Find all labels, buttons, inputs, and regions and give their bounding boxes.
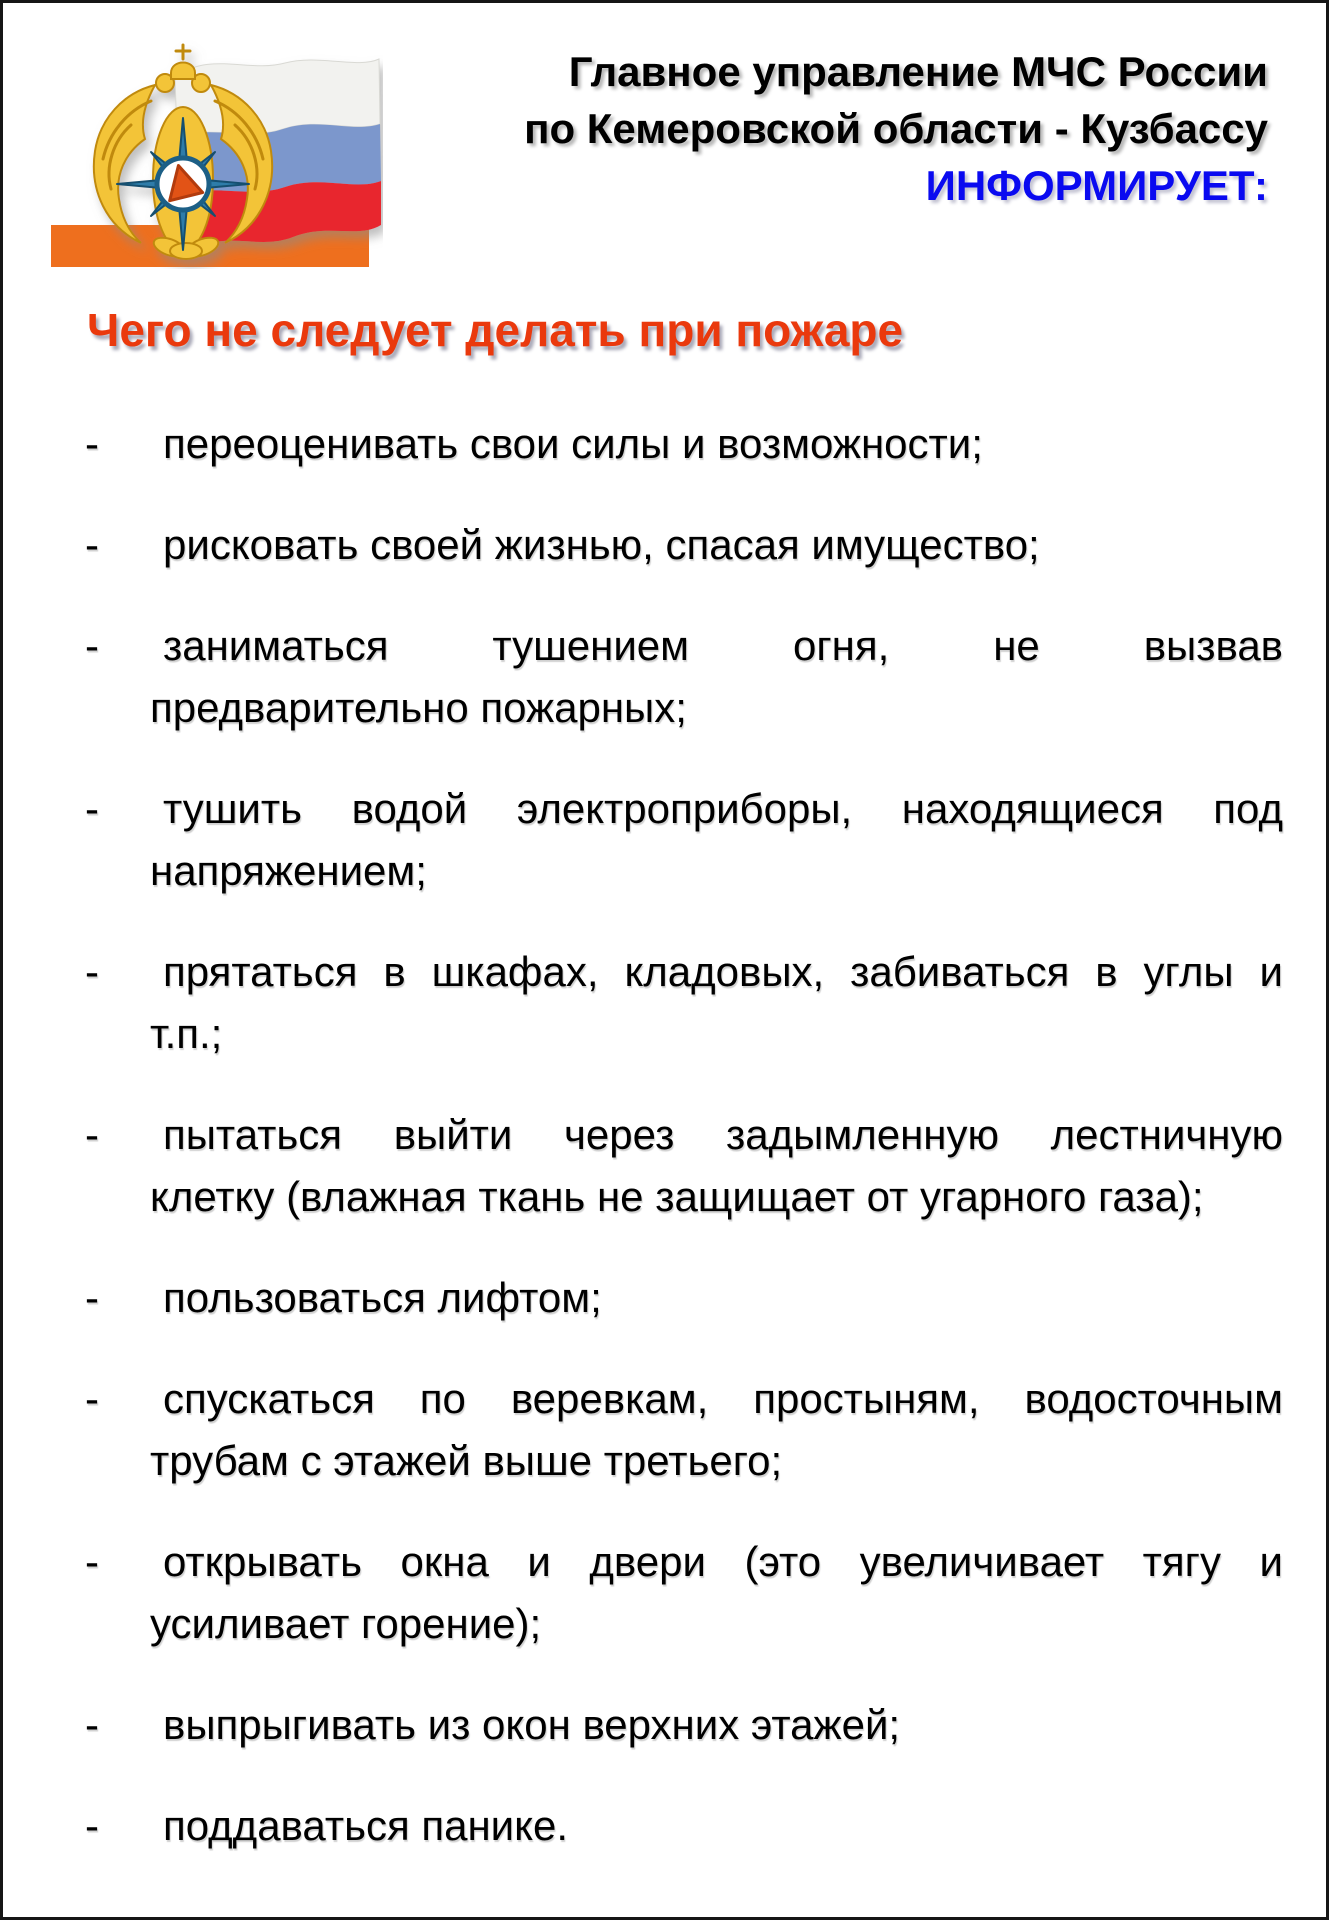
list-item bbox=[3, 1267, 1326, 1329]
dash-marker: - bbox=[85, 1802, 99, 1849]
list-item-line: спускаться по веревкам, простыням, водосточным bbox=[163, 1375, 1283, 1422]
list-item-line: предварительно пожарных; bbox=[150, 684, 687, 731]
header bbox=[3, 3, 1326, 275]
dash-marker: - bbox=[85, 622, 99, 669]
list-item-line: открывать окна и двери (это увеличивает тягу и bbox=[163, 1538, 1283, 1585]
page-title: Чего не следует делать при пожаре bbox=[87, 304, 904, 356]
dash-marker: - bbox=[85, 785, 99, 832]
list-item bbox=[3, 1694, 1326, 1756]
list-item bbox=[3, 514, 1326, 576]
dash-marker: - bbox=[85, 521, 99, 568]
dash-marker: - bbox=[85, 1274, 99, 1321]
list-item bbox=[3, 1368, 1326, 1492]
org-title-block bbox=[524, 43, 1268, 214]
list-item-line: клетку (влажная ткань не защищает от угарного газа); bbox=[150, 1173, 1204, 1220]
informs-label: ИНФОРМИРУЕТ: bbox=[925, 162, 1268, 209]
list-item-line: т.п.; bbox=[150, 1010, 223, 1057]
org-name-line1: Главное управление МЧС России bbox=[568, 48, 1268, 95]
list-item-line: пользоваться лифтом; bbox=[163, 1274, 602, 1321]
list-item-line: пытаться выйти через задымленную лестничную bbox=[163, 1111, 1283, 1158]
dash-marker: - bbox=[85, 1111, 99, 1158]
list-item bbox=[3, 413, 1326, 475]
org-name-line2: по Кемеровской области - Кузбассу bbox=[524, 105, 1268, 152]
dash-marker: - bbox=[85, 1538, 99, 1585]
list-item-line: заниматься тушением огня, не вызвав bbox=[163, 622, 1283, 669]
mchs-emblem-flag-icon bbox=[43, 29, 383, 269]
dash-marker: - bbox=[85, 1701, 99, 1748]
list-item-line: поддаваться панике. bbox=[163, 1802, 568, 1849]
list-item-line: переоценивать свои силы и возможности; bbox=[163, 420, 983, 467]
list-item bbox=[3, 615, 1326, 739]
list-item-line: выпрыгивать из окон верхних этажей; bbox=[163, 1701, 901, 1748]
list-item-line: напряжением; bbox=[150, 847, 427, 894]
list-item bbox=[3, 941, 1326, 1065]
list-item bbox=[3, 778, 1326, 902]
dash-marker: - bbox=[85, 948, 99, 995]
dash-marker: - bbox=[85, 1375, 99, 1422]
list-item-line: тушить водой электроприборы, находящиеся под bbox=[163, 785, 1283, 832]
dont-do-list bbox=[3, 413, 1326, 1857]
list-item-line: усиливает горение); bbox=[150, 1600, 542, 1647]
list-item-line: прятаться в шкафах, кладовых, забиваться в углы и bbox=[163, 948, 1283, 995]
dash-marker: - bbox=[85, 420, 99, 467]
list-item-line: трубам с этажей выше третьего; bbox=[150, 1437, 783, 1484]
list-item-line: рисковать своей жизнью, спасая имущество; bbox=[163, 521, 1040, 568]
list-item bbox=[3, 1104, 1326, 1228]
list-item bbox=[3, 1795, 1326, 1857]
list-item bbox=[3, 1531, 1326, 1655]
